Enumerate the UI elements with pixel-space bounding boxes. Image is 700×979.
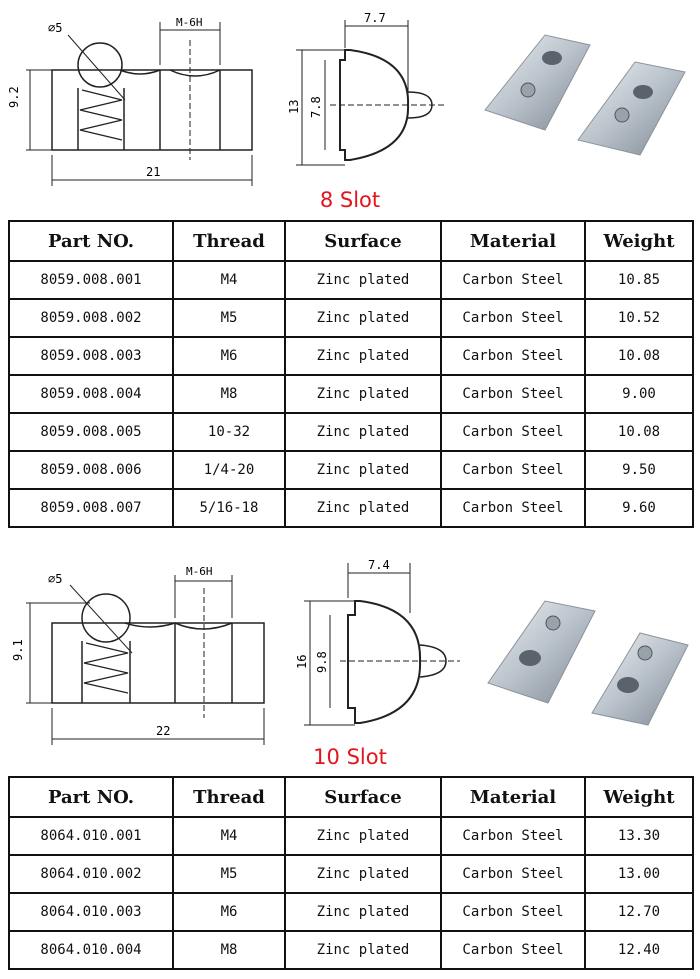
slot8-product-photo [485, 35, 685, 155]
cell-surface: Zinc plated [285, 893, 441, 931]
slot8-width-total-dim: 13 [287, 99, 301, 114]
slot8-title: 8 Slot [319, 188, 381, 212]
cell-material: Carbon Steel [441, 451, 585, 489]
slot10-side-view [26, 575, 264, 745]
cell-weight: 13.30 [585, 817, 693, 855]
slot10-drawing [0, 553, 700, 748]
table-row [9, 337, 693, 375]
table-header-row [9, 777, 693, 817]
cell-weight: 9.50 [585, 451, 693, 489]
cell-surface: Zinc plated [285, 855, 441, 893]
cell-thread: M6 [173, 337, 285, 375]
slot8-thread-dim: M-6H [176, 16, 203, 29]
table-row [9, 931, 693, 969]
table-row [9, 299, 693, 337]
slot8-end-view [296, 20, 445, 165]
cell-material: Carbon Steel [441, 337, 585, 375]
cell-thread: M4 [173, 261, 285, 299]
slot10-width-top-dim: 7.4 [368, 558, 390, 572]
cell-surface: Zinc plated [285, 817, 441, 855]
slot8-side-view [26, 22, 252, 186]
header-part-no: Part NO. [9, 777, 173, 817]
header-material: Material [441, 777, 585, 817]
cell-thread: 5/16-18 [173, 489, 285, 527]
slot8-width-top-dim: 7.7 [364, 11, 386, 25]
cell-part-no: 8059.008.004 [9, 375, 173, 413]
slot8-ball-dim: ∅5 [48, 21, 63, 35]
header-surface: Surface [285, 221, 441, 261]
header-weight: Weight [585, 777, 693, 817]
cell-surface: Zinc plated [285, 337, 441, 375]
slot8-height-dim: 9.2 [7, 86, 21, 108]
cell-part-no: 8059.008.002 [9, 299, 173, 337]
cell-thread: M5 [173, 299, 285, 337]
table-row [9, 817, 693, 855]
cell-surface: Zinc plated [285, 261, 441, 299]
cell-part-no: 8059.008.005 [9, 413, 173, 451]
header-surface: Surface [285, 777, 441, 817]
cell-weight: 9.60 [585, 489, 693, 527]
cell-part-no: 8064.010.002 [9, 855, 173, 893]
slot8-length-dim: 21 [146, 165, 161, 179]
cell-thread: 10-32 [173, 413, 285, 451]
cell-material: Carbon Steel [441, 855, 585, 893]
header-thread: Thread [173, 221, 285, 261]
cell-material: Carbon Steel [441, 375, 585, 413]
cell-part-no: 8059.008.003 [9, 337, 173, 375]
cell-weight: 10.52 [585, 299, 693, 337]
cell-thread: M5 [173, 855, 285, 893]
cell-thread: M8 [173, 931, 285, 969]
header-thread: Thread [173, 777, 285, 817]
cell-thread: M8 [173, 375, 285, 413]
cell-part-no: 8064.010.003 [9, 893, 173, 931]
cell-weight: 12.40 [585, 931, 693, 969]
cell-surface: Zinc plated [285, 931, 441, 969]
table-header-row [9, 221, 693, 261]
cell-part-no: 8064.010.004 [9, 931, 173, 969]
cell-material: Carbon Steel [441, 413, 585, 451]
cell-part-no: 8059.008.007 [9, 489, 173, 527]
cell-material: Carbon Steel [441, 299, 585, 337]
slot10-height-dim: 9.1 [11, 639, 25, 661]
cell-part-no: 8059.008.006 [9, 451, 173, 489]
cell-surface: Zinc plated [285, 413, 441, 451]
slot10-ball-dim: ∅5 [48, 572, 63, 586]
slot10-product-photo [488, 601, 688, 725]
slot10-width-total-dim: 16 [295, 654, 309, 669]
cell-weight: 13.00 [585, 855, 693, 893]
cell-surface: Zinc plated [285, 451, 441, 489]
slot8-inner-dim: 7.8 [309, 96, 323, 118]
cell-material: Carbon Steel [441, 489, 585, 527]
slot10-title: 10 Slot [313, 745, 387, 769]
cell-part-no: 8059.008.001 [9, 261, 173, 299]
header-weight: Weight [585, 221, 693, 261]
slot10-inner-dim: 9.8 [315, 651, 329, 673]
cell-material: Carbon Steel [441, 893, 585, 931]
table-row [9, 893, 693, 931]
table-row [9, 261, 693, 299]
table-row [9, 855, 693, 893]
slot10-length-dim: 22 [156, 724, 171, 738]
cell-weight: 9.00 [585, 375, 693, 413]
table-row [9, 489, 693, 527]
slot8-spec-table [8, 220, 694, 528]
header-material: Material [441, 221, 585, 261]
cell-surface: Zinc plated [285, 375, 441, 413]
cell-weight: 12.70 [585, 893, 693, 931]
cell-material: Carbon Steel [441, 817, 585, 855]
header-part-no: Part NO. [9, 221, 173, 261]
cell-thread: M6 [173, 893, 285, 931]
table-row [9, 375, 693, 413]
cell-material: Carbon Steel [441, 261, 585, 299]
slot8-drawing [0, 0, 700, 190]
cell-material: Carbon Steel [441, 931, 585, 969]
cell-weight: 10.85 [585, 261, 693, 299]
cell-part-no: 8064.010.001 [9, 817, 173, 855]
cell-surface: Zinc plated [285, 299, 441, 337]
slot10-end-view [304, 563, 460, 725]
cell-thread: 1/4-20 [173, 451, 285, 489]
table-row [9, 413, 693, 451]
cell-weight: 10.08 [585, 337, 693, 375]
slot10-spec-table [8, 776, 694, 970]
cell-thread: M4 [173, 817, 285, 855]
table-row [9, 451, 693, 489]
slot10-thread-dim: M-6H [186, 565, 213, 578]
cell-surface: Zinc plated [285, 489, 441, 527]
cell-weight: 10.08 [585, 413, 693, 451]
